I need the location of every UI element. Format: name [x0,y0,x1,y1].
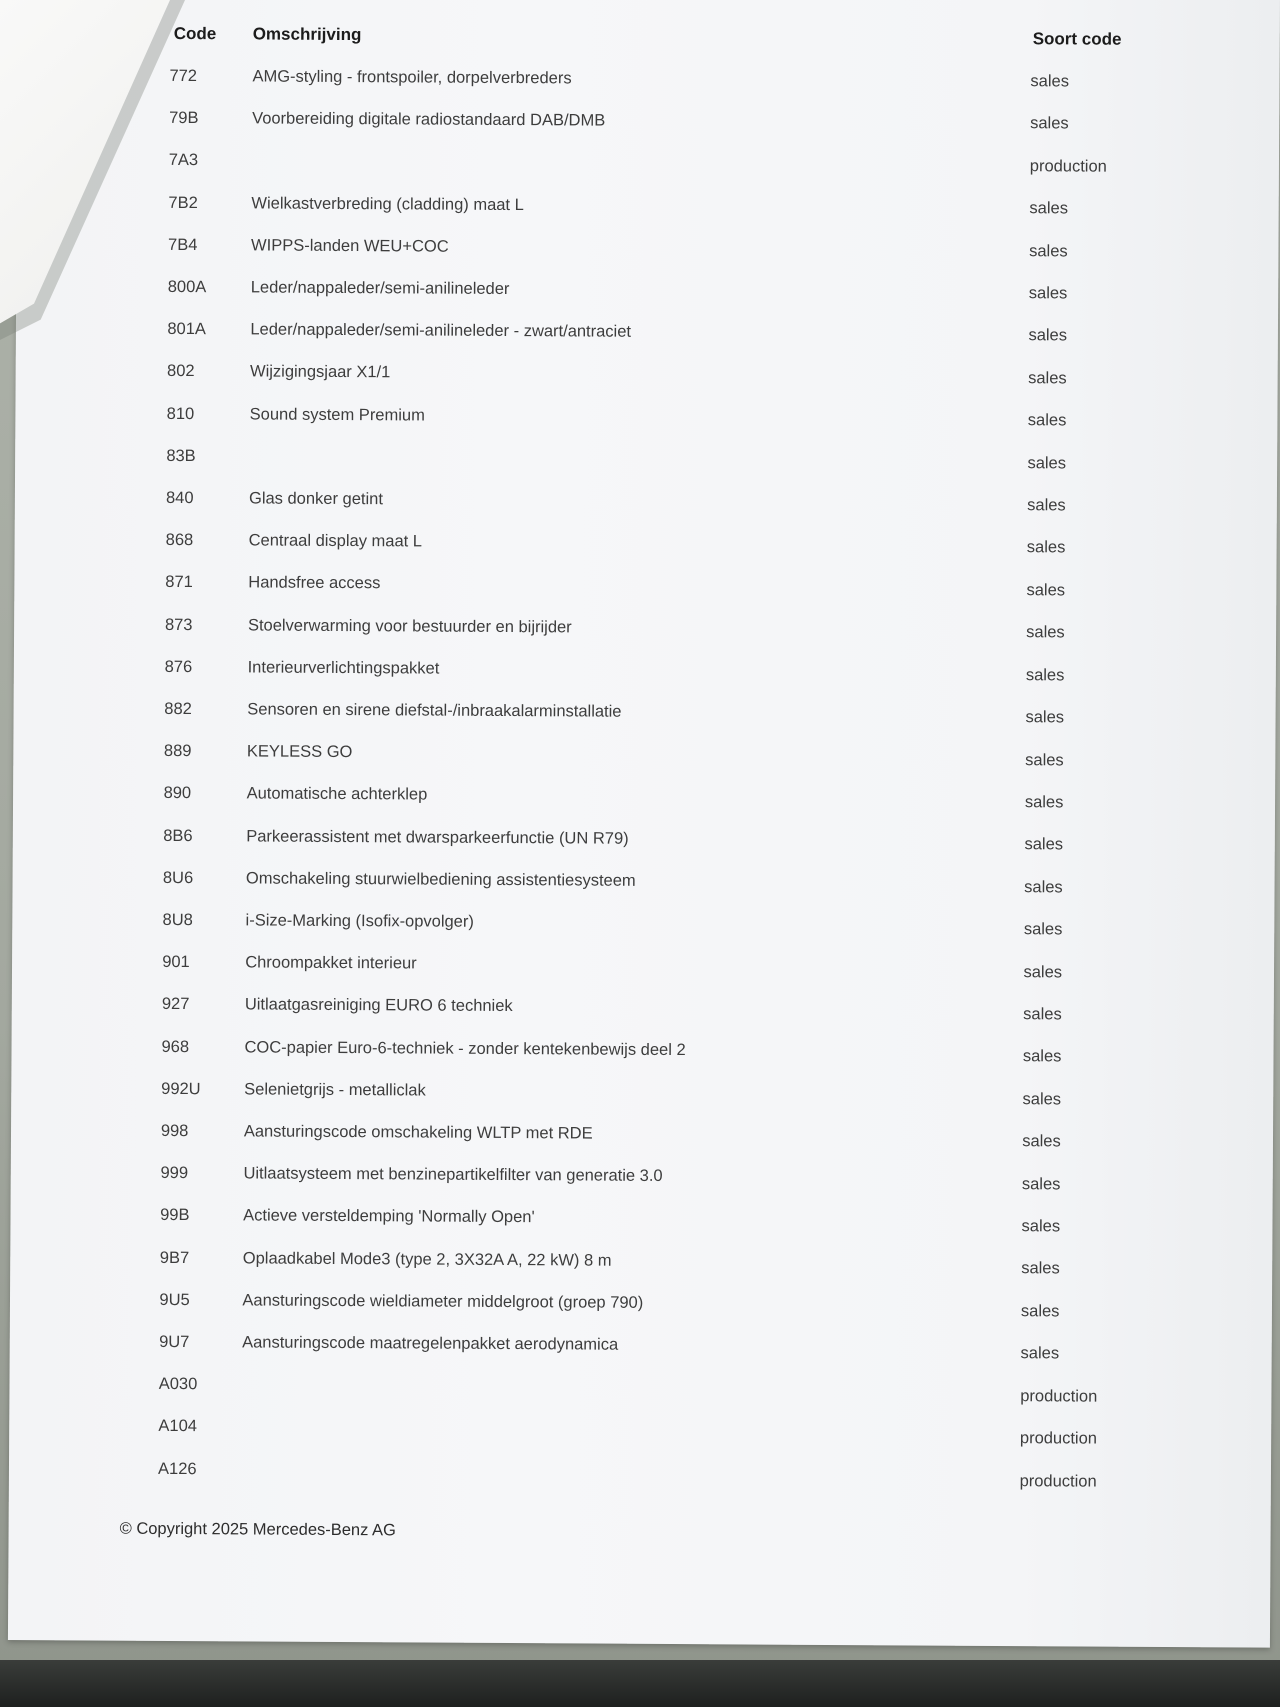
table-row [17,108,1280,146]
cell-code: 992U [161,1079,201,1098]
cell-code-type: sales [1030,72,1070,91]
cell-code: 7A3 [168,151,199,170]
cell-code-type: sales [1027,453,1067,473]
table-row [14,657,1280,695]
cell-description: COC-papier Euro-6-techniek - zonder kentekenbewijs deel 2 [244,1037,686,1059]
cell-code-type: sales [1026,538,1066,557]
cell-description: Handsfree access [248,573,381,593]
cell-code-type: production [1019,1429,1098,1448]
table-row [13,783,1280,821]
cell-description: Leder/nappaleder/semi-anilineleder - zwart/antraciet [250,320,632,341]
cell-code-type: sales [1024,793,1064,812]
cell-code: A104 [158,1417,198,1436]
cell-code: 772 [169,66,198,86]
cell-code: 871 [165,573,193,592]
cell-description: i-Size-Marking (Isofix-opvolger) [245,911,474,931]
table-row [10,1248,1280,1286]
cell-code-type: sales [1027,496,1066,515]
cell-description: Omschakeling stuurwielbediening assistentiesysteem [245,869,636,890]
cell-code-type: sales [1020,1344,1060,1363]
cell-code-type: sales [1021,1217,1061,1236]
cell-code-type: sales [1029,241,1068,261]
cell-code: 801A [167,320,207,339]
cell-code-type: sales [1027,411,1067,430]
table-row [17,150,1280,188]
cell-code: 800A [167,277,207,297]
cell-code-type: sales [1022,1132,1061,1151]
cell-description: Chroompakket interieur [245,953,417,973]
cell-code-type: sales [1021,1174,1061,1194]
cell-description: Sound system Premium [249,405,425,425]
cell-code: 882 [164,699,192,719]
cell-code-type: production [1020,1386,1098,1406]
cell-code: 927 [161,995,190,1014]
cell-description: Wijzigingsjaar X1/1 [249,362,391,382]
table-row [13,826,1280,864]
cell-description: Parkeerassistent met dwarsparkeerfunctie (UN R79) [246,827,629,848]
cell-description: Glas donker getint [248,489,383,509]
cell-code: A126 [158,1459,197,1478]
cell-code: 802 [166,362,195,381]
table-header [18,23,1280,59]
cell-description: Voorbereiding digitale radiostandaard DAB/DMB [252,109,606,130]
cell-code-type: sales [1024,835,1064,854]
cell-code-type: sales [1023,920,1063,939]
table-row [9,1416,1280,1454]
cell-code-type: sales [1025,665,1065,685]
table-row [13,741,1280,779]
table-row [14,615,1280,653]
cell-code: 8U8 [162,910,193,930]
cell-description: Aansturingscode wieldiameter middelgroot (groep 790) [242,1291,644,1312]
cell-code: 9U7 [159,1332,190,1352]
cell-description: Uitlaatsysteem met benzinepartikelfilter van generatie 3.0 [243,1164,663,1186]
table-row [11,1121,1280,1159]
cell-code: 901 [162,953,190,972]
cell-description: Uitlaatgasreiniging EURO 6 techniek [244,995,513,1016]
cell-code: A030 [158,1375,198,1394]
table-row [14,572,1280,610]
cell-code-type: sales [1026,581,1066,600]
cell-code: 840 [165,488,194,508]
cell-code-type: sales [1028,369,1067,388]
table-row [12,952,1280,990]
cell-code: 889 [163,742,192,761]
table-row [11,1163,1280,1201]
cell-code-type: sales [1024,877,1063,897]
cell-description: AMG-styling - frontspoiler, dorpelverbreders [252,67,572,88]
cell-code-type: sales [1022,1089,1062,1109]
cell-code-type: sales [1022,1047,1062,1066]
table-edge [0,1660,1280,1707]
cell-code: 7B2 [168,193,198,212]
table-row [15,404,1280,442]
table-row [17,66,1280,104]
cell-code-type: production [1019,1471,1097,1491]
cell-description: Selenietgrijs - metalliclak [244,1080,426,1100]
header-description: Omschrijving [252,24,362,45]
cell-code-type: sales [1021,1259,1060,1278]
cell-code-type: sales [1020,1302,1060,1321]
cell-description: Oplaadkabel Mode3 (type 2, 3X32A A, 22 kW) 8 m [242,1248,612,1270]
cell-code: 890 [163,784,192,803]
table-row [10,1290,1280,1328]
table-row [11,1079,1280,1117]
cell-code: 8U6 [162,868,194,887]
table-row [9,1374,1280,1412]
cell-code: 998 [160,1121,189,1141]
cell-code-type: sales [1028,326,1068,345]
cell-code: 79B [169,109,199,128]
cell-code: 968 [161,1037,190,1056]
cell-description: WIPPS-landen WEU+COC [251,236,449,256]
cell-code-type: sales [1030,114,1069,133]
table-row [12,868,1280,906]
cell-description: Interieurverlichtingspakket [247,658,440,678]
cell-code: 810 [166,404,195,423]
cell-description: Actieve versteldemping 'Normally Open' [243,1206,535,1227]
cell-code: 9B7 [159,1248,190,1267]
header-code-type: Soort code [1032,29,1122,49]
table-row [13,699,1280,737]
table-row [17,193,1280,231]
table-row [12,994,1280,1032]
cell-code-type: sales [1023,962,1063,981]
document-page [8,0,1280,1648]
cell-description: Sensoren en sirene diefstal-/inbraakalarminstallatie [247,700,622,721]
cell-description: Centraal display maat L [248,531,423,551]
table-row [11,1037,1280,1075]
cell-code: 876 [164,657,193,676]
header-code: Code [173,23,217,44]
cell-description: Automatische achterklep [246,784,428,804]
cell-code-type: sales [1023,1005,1062,1024]
table-row [16,235,1280,273]
cell-description: Aansturingscode omschakeling WLTP met RDE [243,1122,593,1143]
cell-code-type: sales [1025,708,1065,727]
table-row [12,910,1280,948]
table-row [10,1332,1280,1370]
cell-code: 868 [165,531,194,550]
cell-code: 99B [160,1206,190,1225]
cell-code: 999 [160,1164,189,1183]
cell-code-type: sales [1028,284,1068,303]
table-row [15,530,1280,568]
cell-code: 7B4 [168,235,198,254]
cell-code: 8B6 [163,826,193,845]
cell-description: Wielkastverbreding (cladding) maat L [251,194,524,214]
cell-code-type: sales [1029,199,1069,218]
table-row [10,1205,1280,1243]
table-row [16,319,1280,357]
cell-code: 873 [164,615,193,634]
table-row [15,446,1280,484]
cell-code-type: sales [1026,623,1065,642]
cell-code-type: production [1029,156,1107,176]
table-row [16,277,1280,315]
cell-code: 9U5 [159,1290,190,1309]
cell-code: 83B [166,446,196,465]
table-row [16,361,1280,399]
cell-description: KEYLESS GO [246,742,353,762]
cell-description: Aansturingscode maatregelenpakket aerodynamica [242,1333,619,1354]
cell-code-type: sales [1025,750,1064,769]
table-row [9,1459,1280,1497]
copyright-notice: © Copyright 2025 Mercedes-Benz AG [119,1519,396,1540]
table-row [15,488,1280,526]
cell-description: Stoelverwarming voor bestuurder en bijrijder [247,616,572,636]
cell-description: Leder/nappaleder/semi-anilineleder [250,278,510,299]
